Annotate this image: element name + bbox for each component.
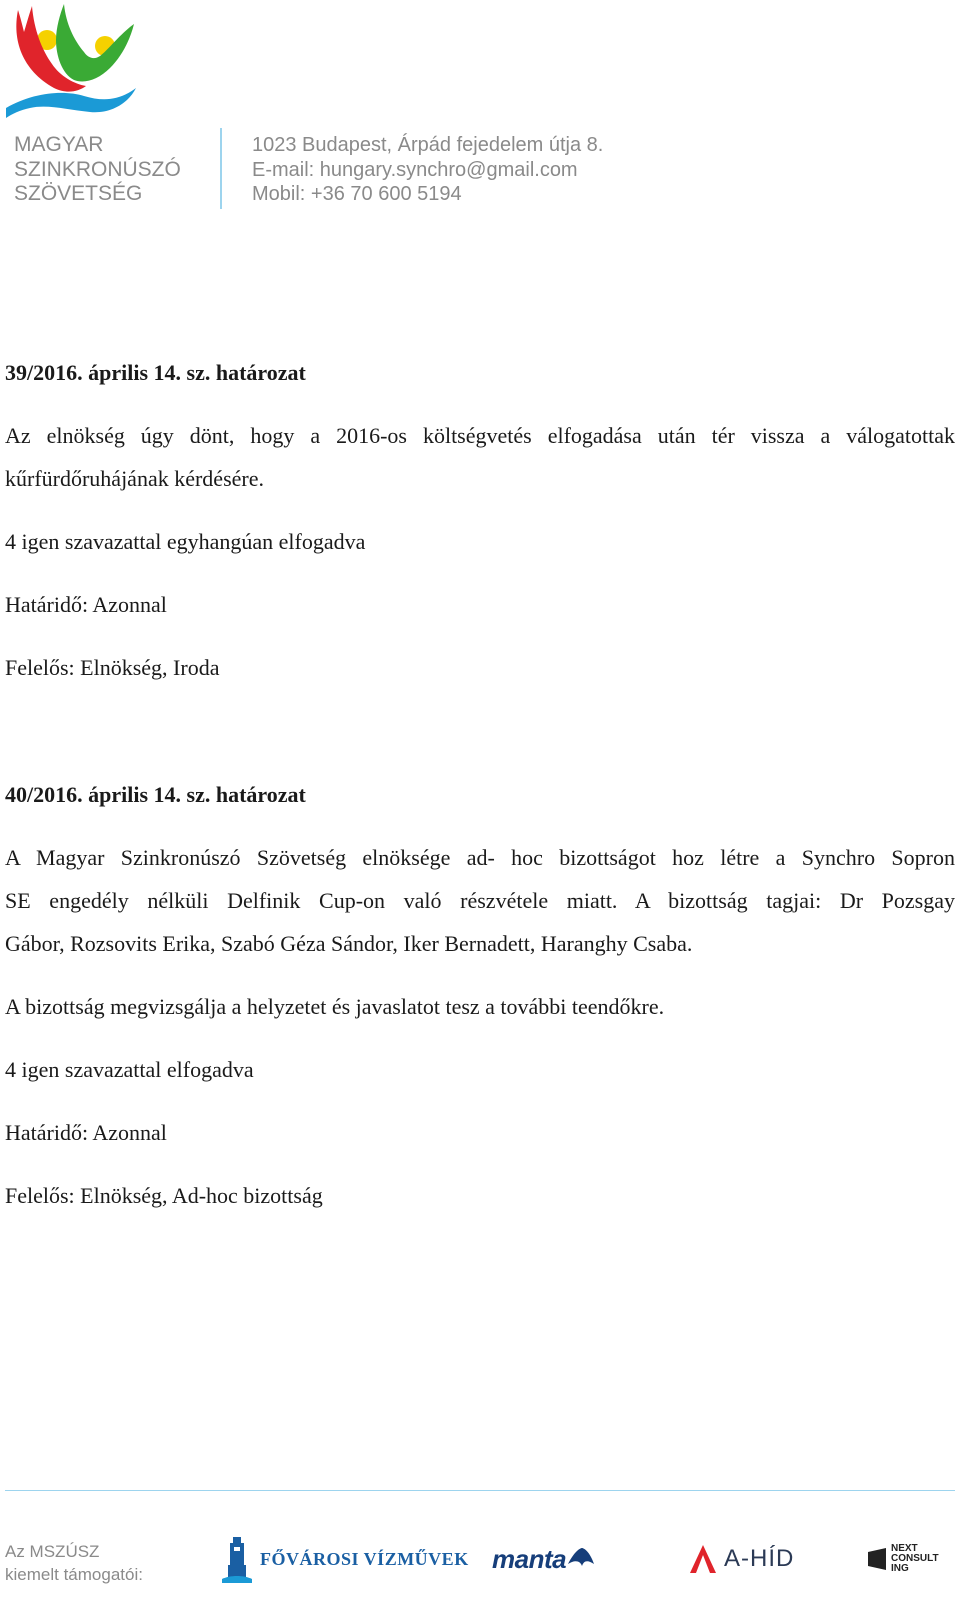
address: 1023 Budapest, Árpád fejedelem útja 8. <box>252 134 604 156</box>
org-name-line-2: SZINKRONÚSZÓ <box>14 157 181 181</box>
org-name-line-3: SZÖVETSÉG <box>14 182 143 205</box>
mobile: Mobil: +36 70 600 5194 <box>252 183 462 205</box>
resolution-heading: 40/2016. április 14. sz. határozat <box>5 782 306 807</box>
sponsor-next-line-3: ING <box>891 1563 909 1574</box>
contact-block <box>252 133 603 207</box>
header-divider <box>220 128 222 209</box>
vote-result: 4 igen szavazattal egyhangúan elfogadva <box>5 529 366 554</box>
sponsor-vizmuvek-logo <box>222 1535 469 1583</box>
sponsor-nextconsulting-name <box>891 1544 939 1574</box>
resolution-text-line: SE engedély nélküli Delfinik Cup-on való részvétele miatt. A bizottság tagjai: Dr Pozsgay <box>5 888 955 913</box>
vote-result: 4 igen szavazattal elfogadva <box>5 1057 254 1082</box>
nextconsulting-mark-icon <box>866 1546 888 1572</box>
resolution-heading: 39/2016. április 14. sz. határozat <box>5 360 306 385</box>
sponsor-nextconsulting-logo <box>866 1535 939 1583</box>
sponsor-ahid-name: A-HÍD <box>724 1545 795 1572</box>
sponsor-manta-name: manta <box>492 1543 567 1574</box>
sponsors-label-line-2: kiemelt támogatói: <box>5 1565 143 1584</box>
sponsor-next-line-2: CONSULT <box>891 1553 939 1564</box>
org-name-line-1: MAGYAR <box>14 133 104 156</box>
manta-ray-icon <box>566 1544 596 1574</box>
resolution-text-line: kűrfürdőruhájának kérdésére. <box>5 466 264 491</box>
federation-logo <box>4 0 144 125</box>
deadline: Határidő: Azonnal <box>5 1120 167 1145</box>
resolution-text-line: Az elnökség úgy dönt, hogy a 2016-os költségvetés elfogadása után tér vissza a válogatottak <box>5 423 955 448</box>
deadline: Határidő: Azonnal <box>5 592 167 617</box>
responsible: Felelős: Elnökség, Iroda <box>5 655 220 680</box>
resolution-extra-text: A bizottság megvizsgálja a helyzetet és javaslatot tesz a további teendőkre. <box>5 994 665 1019</box>
org-name <box>14 133 181 207</box>
sponsors-label-line-1: Az MSZÚSZ <box>5 1542 100 1561</box>
sponsors-label <box>5 1540 143 1586</box>
sponsor-manta-logo <box>492 1535 596 1583</box>
resolution-text-line: A Magyar Szinkronúszó Szövetség elnöksége ad- hoc bizottságot hoz létre a Synchro Sopron <box>5 845 955 870</box>
responsible: Felelős: Elnökség, Ad-hoc bizottság <box>5 1183 323 1208</box>
footer-divider <box>5 1490 955 1491</box>
sponsor-next-line-1: NEXT <box>891 1543 918 1554</box>
ahid-triangle-icon <box>688 1543 718 1575</box>
resolution-text-line: Gábor, Rozsovits Erika, Szabó Géza Sándor, Iker Bernadett, Haranghy Csaba. <box>5 931 693 956</box>
email[interactable]: E-mail: hungary.synchro@gmail.com <box>252 158 578 181</box>
sponsor-vizmuvek-name: FŐVÁROSI VÍZMŰVEK <box>260 1548 469 1569</box>
water-tower-icon <box>222 1535 252 1583</box>
sponsor-ahid-logo <box>688 1535 794 1583</box>
